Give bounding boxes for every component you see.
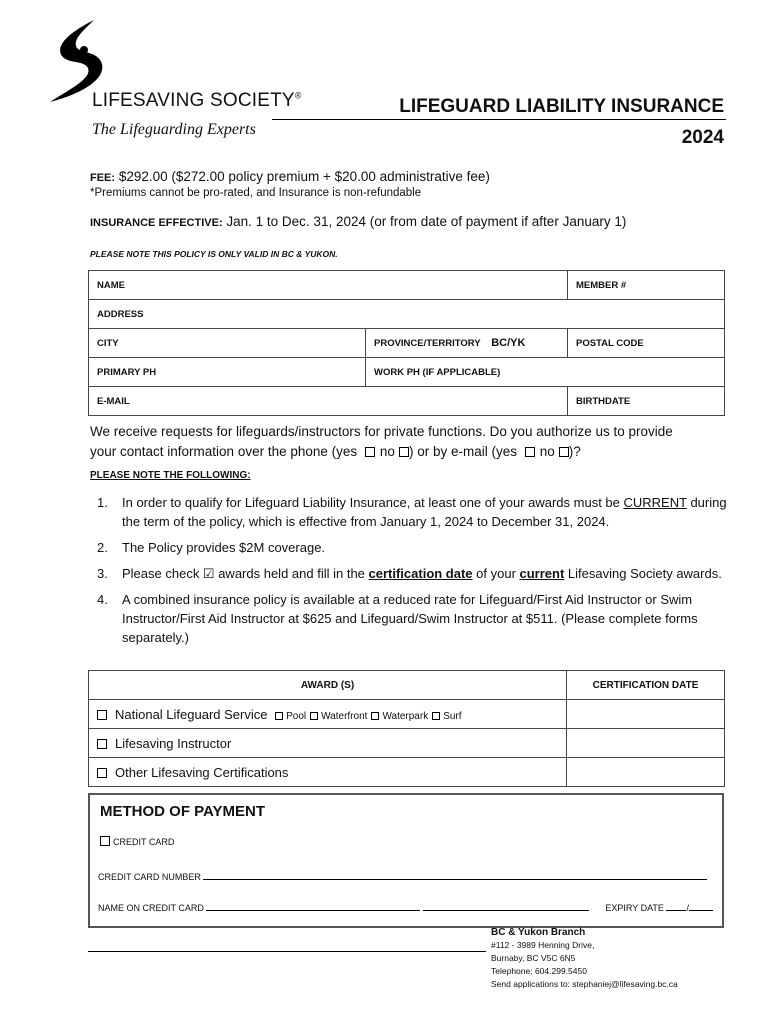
nls-cert-date[interactable] (567, 700, 725, 729)
phone-yes-checkbox[interactable] (365, 447, 375, 457)
logo-tagline: The Lifeguarding Experts (92, 121, 256, 138)
fee-text: $292.00 ($272.00 policy premium + $20.00 administrative fee) (118, 169, 490, 184)
birthdate-field[interactable]: BIRTHDATE (568, 387, 725, 416)
instructor-checkbox[interactable] (97, 739, 107, 749)
postal-code-field[interactable]: POSTAL CODE (568, 329, 725, 358)
waterfront-checkbox[interactable] (310, 712, 318, 720)
fee-label: FEE: (90, 172, 116, 184)
notes-heading: PLEASE NOTE THE FOLLOWING: (90, 470, 251, 481)
table-row (89, 758, 725, 787)
credit-card-checkbox[interactable] (100, 836, 110, 846)
payment-section (88, 793, 724, 928)
award-other: Other Lifesaving Certifications (89, 758, 567, 787)
title-rule (272, 119, 726, 120)
email-field[interactable]: E-MAIL (89, 387, 568, 416)
other-cert-checkbox[interactable] (97, 768, 107, 778)
effective-line (90, 214, 626, 229)
member-field[interactable]: MEMBER # (568, 271, 725, 300)
awards-table (88, 670, 725, 787)
table-row (89, 729, 725, 758)
effective-text: Jan. 1 to Dec. 31, 2024 (or from date of payment if after January 1) (226, 214, 627, 229)
signature-input[interactable] (423, 900, 589, 911)
card-number-input[interactable] (203, 869, 707, 880)
name-field[interactable]: NAME (89, 271, 568, 300)
branch-name: BC & Yukon Branch (491, 927, 586, 938)
awards-header: AWARD (S) (89, 671, 567, 700)
payment-title: METHOD OF PAYMENT (100, 803, 266, 820)
list-item: 3. Please check ☑ awards held and fill in the certification date of your current Lifesaving Society awards. (97, 566, 722, 581)
work-phone-field[interactable]: WORK PH (IF APPLICABLE) (366, 358, 725, 387)
other-cert-date[interactable] (567, 758, 725, 787)
branch-address-line1: #112 - 3989 Henning Drive, (491, 940, 595, 950)
phone-no-checkbox[interactable] (399, 447, 409, 457)
pool-checkbox[interactable] (275, 712, 283, 720)
award-instructor: Lifesaving Instructor (89, 729, 567, 758)
branch-phone: Telephone: 604.299.5450 (491, 966, 587, 976)
form-title: LIFEGUARD LIABILITY INSURANCE (399, 96, 724, 117)
fee-note: *Premiums cannot be pro-rated, and Insurance is non-refundable (90, 187, 422, 199)
address-field[interactable]: ADDRESS (89, 300, 725, 329)
city-field[interactable]: CITY (89, 329, 366, 358)
form-year: 2024 (681, 127, 724, 148)
primary-phone-field[interactable]: PRIMARY PH (89, 358, 366, 387)
waterpark-checkbox[interactable] (371, 712, 379, 720)
expiry-month-input[interactable] (666, 900, 686, 911)
signature-line (88, 951, 486, 952)
instructor-cert-date[interactable] (567, 729, 725, 758)
notes-list (97, 493, 727, 654)
nls-checkbox[interactable] (97, 710, 107, 720)
applicant-info-table (88, 270, 725, 416)
effective-label: INSURANCE EFFECTIVE: (90, 217, 223, 229)
contact-question-line2: your contact information over the phone (yes no ) or by e-mail (yes no )? (90, 444, 581, 459)
branch-address-line2: Burnaby, BC V5C 6N5 (491, 953, 576, 963)
province-field[interactable]: PROVINCE/TERRITORY BC/YK (366, 329, 568, 358)
branch-address (491, 926, 678, 991)
card-number-row: CREDIT CARD NUMBER (98, 869, 707, 882)
list-item: 2. The Policy provides $2M coverage. (97, 540, 326, 555)
fee-line (90, 169, 490, 184)
validity-note: PLEASE NOTE THIS POLICY IS ONLY VALID IN BC & YUKON. (90, 249, 338, 259)
table-row (89, 700, 725, 729)
contact-question (90, 422, 730, 462)
cert-date-header: CERTIFICATION DATE (567, 671, 725, 700)
expiry-year-input[interactable] (689, 900, 713, 911)
name-on-card-input[interactable] (206, 900, 420, 911)
branch-send-email: Send applications to: stephaniej@lifesaving.bc.ca (491, 979, 678, 989)
email-yes-checkbox[interactable] (525, 447, 535, 457)
email-no-checkbox[interactable] (559, 447, 569, 457)
name-on-card-row: NAME ON CREDIT CARD EXPIRY DATE / (98, 900, 713, 913)
surf-checkbox[interactable] (432, 712, 440, 720)
list-item: 1. In order to qualify for Lifeguard Liability Insurance, at least one of your awards must be CURRENT during the term of the policy, which is effective from January 1, 2024 to December 31, 2024. (97, 495, 727, 529)
award-nls: National Lifeguard Service Pool Waterfront Waterpark Surf (89, 700, 567, 729)
contact-question-line1: We receive requests for lifeguards/instructors for private functions. Do you authorize us to provide (90, 424, 673, 439)
credit-card-option: CREDIT CARD (100, 836, 174, 847)
list-item: 4. A combined insurance policy is available at a reduced rate for Lifeguard/First Aid Instructor or Swim Instructor/First Aid Instructor at $625 and Lifeguard/Swim Instructor at $511. (Please complete forms separately.) (97, 592, 698, 645)
logo-wordmark: LIFESAVING SOCIETY® (92, 90, 302, 111)
